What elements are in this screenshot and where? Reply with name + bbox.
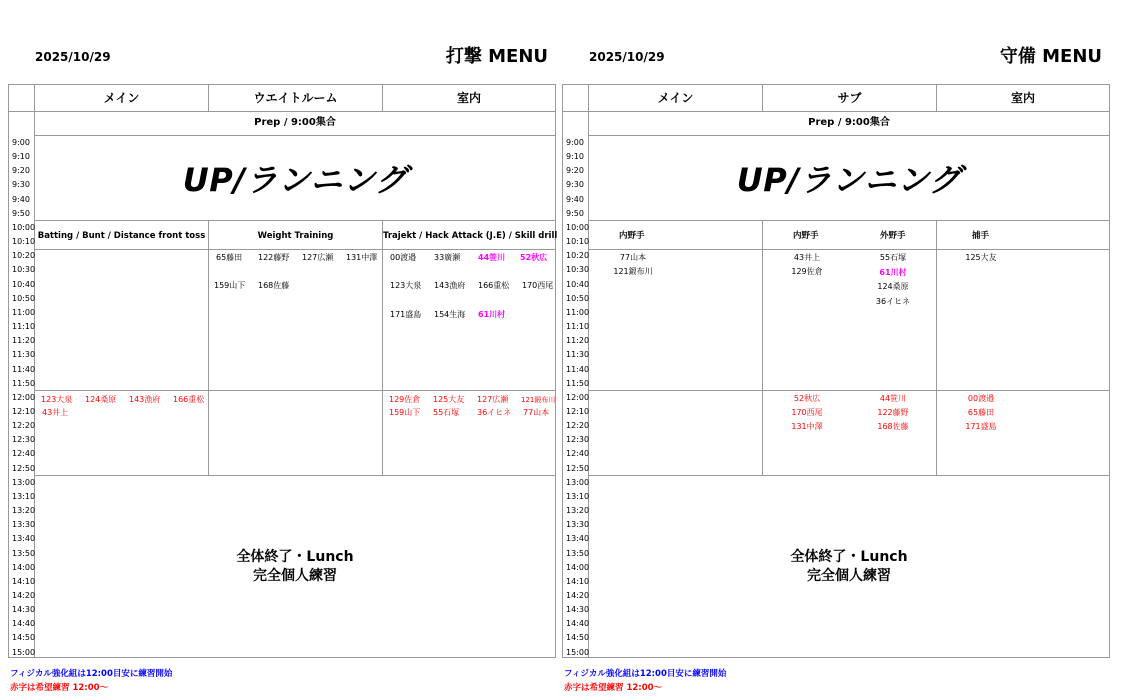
individual-practice-line: 完全個人練習	[807, 568, 891, 584]
player-name: 125大友	[433, 395, 465, 404]
time-slot-label: 13:50	[566, 548, 590, 558]
time-slot-label: 12:00	[566, 392, 590, 402]
footer-physical-note: フィジカル強化組は12:00目安に練習開始	[10, 669, 173, 679]
player-name: 00渡邉	[967, 394, 995, 403]
noon-main-players-row2	[42, 407, 68, 418]
time-slot-label: 11:50	[566, 378, 590, 388]
player-name: 52秋広	[520, 253, 548, 262]
time-slot-label: 12:30	[566, 435, 590, 445]
weight-players-row2	[214, 280, 289, 291]
individual-practice-line: 完全個人練習	[253, 568, 337, 584]
player-name: 44笹川	[879, 394, 907, 403]
position-label-infield-sub: 内野手	[793, 231, 819, 241]
column-header-sub: サブ	[837, 91, 862, 105]
column-header-main: メイン	[657, 91, 694, 105]
player-name: 122藤野	[258, 253, 290, 262]
noon-indoor-players-row1	[389, 394, 555, 405]
time-slot-label: 12:20	[566, 421, 590, 431]
player-name: 171盛島	[965, 422, 997, 431]
time-slot-label: 9:20	[566, 166, 584, 176]
time-slot-label: 13:20	[566, 506, 590, 516]
lunch-line: 全体終了・Lunch	[236, 549, 354, 565]
batting-schedule-grid	[8, 84, 556, 658]
player-name: 123大泉	[41, 395, 73, 404]
player-name: 166重松	[478, 281, 510, 290]
player-name: 127広瀬	[302, 253, 334, 262]
time-slot-label: 14:50	[566, 633, 590, 643]
footer-red-note: 赤字は希望練習 12:00〜	[10, 683, 109, 693]
player-name: 43井上	[42, 408, 69, 417]
time-slot-label: 10:50	[566, 293, 590, 303]
player-name: 61川村	[478, 310, 506, 319]
player-name: 168佐藤	[258, 281, 290, 290]
indoor-players-row1	[390, 252, 547, 263]
lunch-line: 全体終了・Lunch	[790, 549, 908, 565]
noon-indoor-players	[951, 392, 1011, 434]
time-slot-label: 10:00	[566, 222, 590, 232]
time-slot-label: 9:30	[12, 180, 30, 190]
time-slot-label: 12:00	[12, 392, 36, 402]
defense-schedule-grid	[562, 84, 1110, 658]
time-slot-label: 13:00	[566, 477, 590, 487]
player-name: 125大友	[965, 253, 997, 262]
time-slot-label: 9:10	[12, 152, 30, 162]
time-slot-label: 13:20	[12, 506, 36, 516]
time-slot-label: 9:20	[12, 166, 30, 176]
sub-outfield-players	[863, 251, 923, 309]
time-slot-label: 11:20	[566, 336, 590, 346]
time-slot-label: 14:10	[12, 576, 36, 586]
time-slot-label: 10:20	[566, 251, 590, 261]
time-slot-label: 12:40	[566, 449, 590, 459]
player-name: 124桑原	[877, 282, 909, 291]
time-slot-label: 9:40	[12, 194, 30, 204]
player-name: 55石塚	[433, 408, 460, 417]
footer-physical-note: フィジカル強化組は12:00目安に練習開始	[564, 669, 727, 679]
time-slot-label: 12:20	[12, 421, 36, 431]
player-name: 33廣瀬	[434, 253, 461, 262]
column-header-indoor: 室内	[1010, 91, 1035, 105]
position-label-infield-main: 内野手	[619, 231, 645, 241]
indoor-players-row2	[390, 280, 553, 291]
noon-sub-outfield-players	[863, 392, 923, 434]
prep-assembly: Prep / 9:00集合	[254, 117, 336, 128]
column-header-weight-room: ウエイトルーム	[253, 91, 338, 105]
player-name: 77山本	[523, 408, 550, 417]
player-name: 52秋広	[793, 394, 821, 403]
time-slot-label: 14:20	[12, 591, 36, 600]
player-name: 166重松	[173, 395, 205, 404]
player-name: 121鍛布川	[521, 396, 556, 404]
time-slot-label: 13:40	[12, 534, 36, 544]
time-slot-label: 10:30	[566, 265, 590, 275]
player-name: 154生海	[434, 310, 466, 319]
player-name: 61川村	[879, 267, 907, 277]
time-slot-label: 9:00	[566, 138, 584, 147]
time-slot-label: 13:00	[12, 477, 36, 487]
time-slot-label: 11:30	[12, 350, 36, 360]
time-slot-label: 14:10	[566, 576, 590, 586]
player-name: 171盛島	[390, 310, 422, 319]
time-slot-label: 13:30	[12, 520, 36, 530]
time-slot-label: 12:10	[12, 406, 36, 416]
time-slot-label: 14:30	[12, 605, 36, 615]
player-name: 55石塚	[879, 253, 907, 262]
time-slot-label: 10:50	[12, 293, 36, 303]
time-slot-label: 10:10	[12, 237, 36, 247]
time-slot-label: 13:40	[566, 534, 590, 544]
time-slot-label: 12:30	[12, 435, 36, 445]
time-slot-label: 14:30	[566, 605, 590, 615]
position-label-catcher: 捕手	[972, 231, 990, 241]
player-name: 168佐藤	[877, 422, 909, 431]
time-slot-label: 10:10	[566, 237, 590, 247]
player-name: 00渡邉	[390, 253, 417, 262]
time-slot-label: 9:50	[566, 208, 584, 218]
main-infield-players	[603, 251, 663, 279]
time-slot-label: 13:50	[12, 548, 36, 558]
time-slot-label: 9:00	[12, 138, 30, 147]
player-name: 36イヒネ	[875, 296, 911, 306]
player-name: 170西尾	[791, 408, 823, 417]
time-slot-label: 12:10	[566, 406, 590, 416]
time-column	[563, 136, 589, 660]
time-slot-label: 11:20	[12, 336, 36, 346]
player-name: 143漁府	[129, 395, 161, 404]
time-slot-label: 14:40	[566, 619, 590, 629]
time-slot-label: 14:00	[566, 562, 590, 572]
sub-infield-players	[777, 251, 837, 279]
time-slot-label: 11:40	[12, 364, 36, 374]
player-name: 43井上	[793, 253, 821, 262]
time-slot-label: 12:50	[12, 463, 36, 473]
time-slot-label: 12:40	[12, 449, 36, 459]
column-header-indoor: 室内	[456, 91, 481, 105]
time-slot-label: 13:10	[566, 491, 590, 501]
time-slot-label: 9:10	[566, 152, 584, 162]
player-name: 44笹川	[478, 253, 506, 262]
position-label-outfield-sub: 外野手	[880, 231, 906, 241]
player-name: 131中澤	[346, 253, 378, 262]
player-name: 65藤田	[216, 253, 243, 262]
defense-menu-title: 守備 MENU	[999, 46, 1102, 67]
player-name: 77山本	[619, 253, 647, 262]
time-slot-label: 14:50	[12, 633, 36, 643]
player-name: 122藤野	[877, 408, 909, 417]
time-slot-label: 13:10	[12, 491, 36, 501]
time-slot-label: 15:00	[566, 647, 590, 657]
time-slot-label: 11:50	[12, 378, 36, 388]
noon-sub-infield-players	[777, 392, 837, 434]
time-slot-label: 9:40	[566, 194, 584, 204]
batting-menu-panel	[8, 0, 556, 700]
batting-date: 2025/10/29	[35, 50, 111, 64]
noon-main-players-row1	[41, 394, 204, 405]
indoor-players-row3	[390, 309, 505, 320]
player-name: 127広瀬	[477, 395, 509, 404]
lunch-notice	[589, 548, 1109, 586]
player-name: 131中澤	[791, 422, 823, 431]
time-column	[9, 136, 35, 660]
player-name: 123大泉	[390, 281, 422, 290]
player-name: 129佐倉	[791, 267, 823, 276]
time-slot-label: 11:30	[566, 350, 590, 360]
prep-assembly: Prep / 9:00集合	[808, 117, 890, 128]
time-slot-label: 10:20	[12, 251, 36, 261]
time-slot-label: 11:10	[566, 322, 590, 332]
weight-players-row1	[216, 252, 377, 263]
time-slot-label: 10:40	[12, 279, 36, 289]
catcher-players	[951, 251, 1011, 265]
time-slot-label: 15:00	[12, 647, 36, 657]
time-slot-label: 13:30	[566, 520, 590, 530]
player-name: 36イヒネ	[477, 408, 512, 417]
player-name: 170西尾	[522, 281, 554, 290]
time-slot-label: 11:40	[566, 364, 590, 374]
time-slot-label: 10:00	[12, 222, 36, 232]
time-slot-label: 12:50	[566, 463, 590, 473]
batting-menu-title: 打撃 MENU	[445, 46, 548, 67]
time-slot-label: 10:40	[566, 279, 590, 289]
time-slot-label: 11:00	[12, 307, 36, 317]
lunch-notice	[35, 548, 555, 586]
session-label-batting: Batting / Bunt / Distance front toss	[37, 231, 206, 241]
time-slot-label: 10:30	[12, 265, 36, 275]
footer-red-note: 赤字は希望練習 12:00〜	[564, 683, 663, 693]
time-slot-label: 14:20	[566, 591, 590, 600]
session-label-weight: Weight Training	[257, 231, 334, 241]
time-slot-label: 9:50	[12, 208, 30, 218]
player-name: 159山下	[214, 281, 246, 290]
player-name: 159山下	[389, 408, 421, 417]
player-name: 121鍛布川	[613, 267, 653, 276]
time-slot-label: 11:10	[12, 322, 36, 332]
time-slot-label: 14:40	[12, 619, 36, 629]
session-label-indoor: Trajekt / Hack Attack (J.E) / Skill drill	[383, 231, 558, 241]
time-slot-label: 11:00	[566, 307, 590, 317]
noon-indoor-players-row2	[389, 407, 549, 418]
warmup-running: UP/ランニング	[182, 160, 408, 199]
player-name: 129佐倉	[389, 395, 421, 404]
time-slot-label: 14:00	[12, 562, 36, 572]
defense-menu-panel	[562, 0, 1110, 700]
player-name: 124桑原	[85, 395, 117, 404]
player-name: 143漁府	[434, 281, 466, 290]
column-header-main: メイン	[103, 91, 140, 105]
time-slot-label: 9:30	[566, 180, 584, 190]
warmup-running: UP/ランニング	[736, 160, 962, 199]
player-name: 65藤田	[967, 408, 995, 417]
defense-date: 2025/10/29	[589, 50, 665, 64]
